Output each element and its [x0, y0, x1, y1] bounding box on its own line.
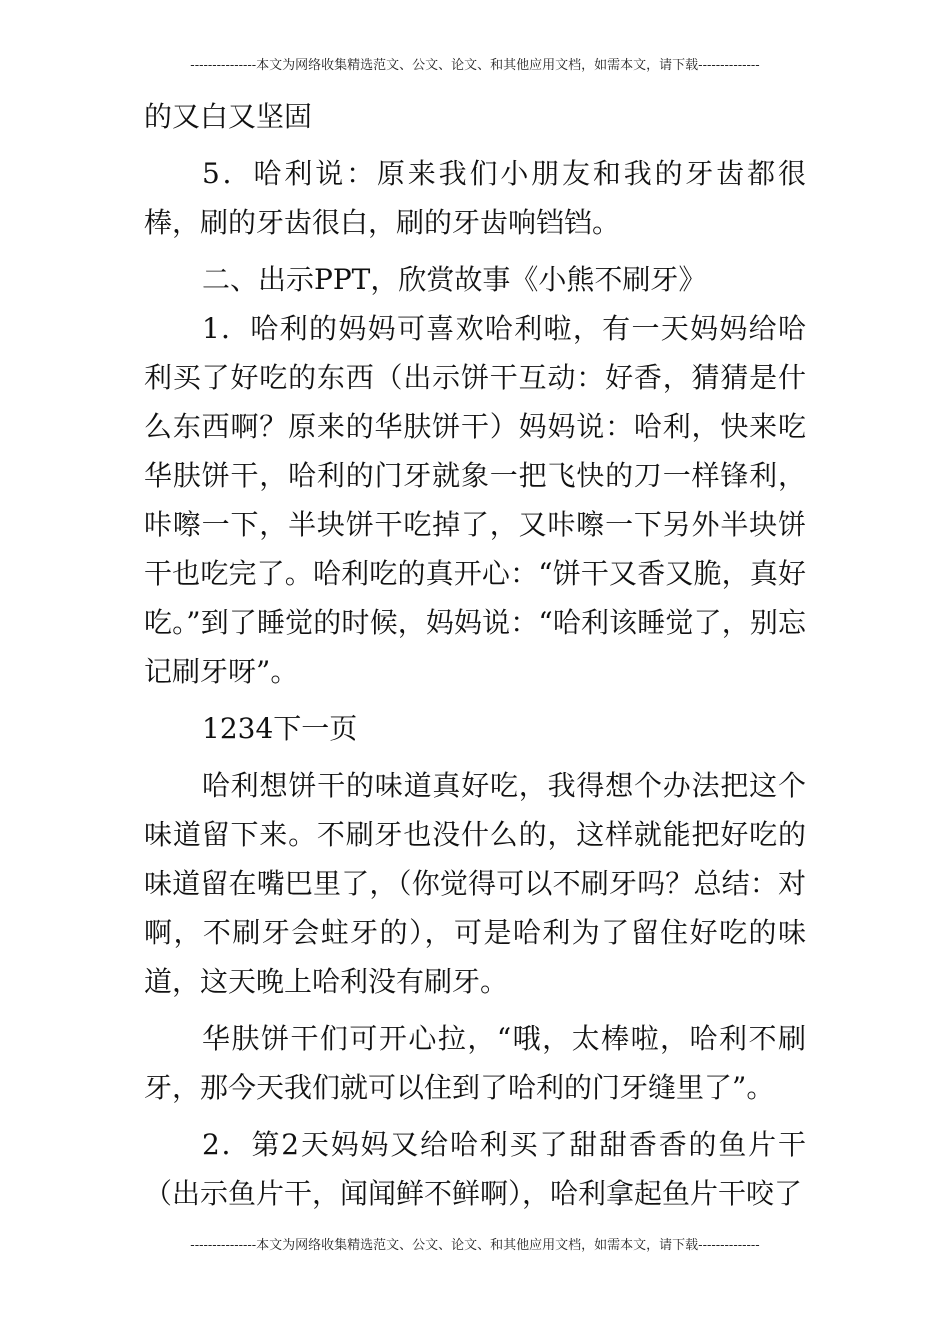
section-heading: 二、出示PPT，欣赏故事《小熊不刷牙》 — [202, 263, 707, 296]
paragraph-item-2: 2．第2天妈妈又给哈利买了甜甜香香的鱼片干（出示鱼片干，闻闻鲜不鲜啊），哈利拿起鱼片干咬了 — [144, 1128, 806, 1210]
paragraph-item-5: 5．哈利说：原来我们小朋友和我的牙齿都很棒，刷的牙齿很白，刷的牙齿响铛铛。 — [144, 157, 806, 239]
paragraph-continuation: 的又白又坚固 — [144, 100, 313, 133]
paragraph-item-1: 1．哈利的妈妈可喜欢哈利啦，有一天妈妈给哈利买了好吃的东西（出示饼干互动：好香，猜猜是什么东西啊？原来的华肤饼干）妈妈说：哈利，快来吃华肤饼干，哈利的门牙就象一把飞快的刀一样锋利，咔嚓一下，半块饼干吃掉了，又咔嚓一下另外半块饼干也吃完了。哈利吃的真开心：“饼干又香又脆，真好吃。”到了睡觉的时候，妈妈说：“哈利该睡觉了，别忘记刷牙呀”。 — [144, 312, 806, 688]
document-body — [144, 92, 806, 1218]
header-banner: ---------------本文为网络收集精选范文、公文、论文、和其他应用文档，如需本文，请下载-------------- — [190, 58, 760, 73]
paragraph-story: 哈利想饼干的味道真好吃，我得想个办法把这个味道留下来。不刷牙也没什么的，这样就能把好吃的味道留在嘴巴里了，（你觉得可以不刷牙吗？总结：对啊，不刷牙会蛀牙的），可是哈利为了留住好吃的味道，这天晚上哈利没有刷牙。 — [144, 769, 806, 998]
paragraph-story-2: 华肤饼干们可开心拉，“哦，太棒啦，哈利不刷牙，那今天我们就可以住到了哈利的门牙缝里了”。 — [144, 1022, 806, 1104]
footer-banner: ---------------本文为网络收集精选范文、公文、论文、和其他应用文档，如需本文，请下载-------------- — [190, 1238, 760, 1253]
page-nav-text: 1234下一页 — [202, 712, 358, 745]
